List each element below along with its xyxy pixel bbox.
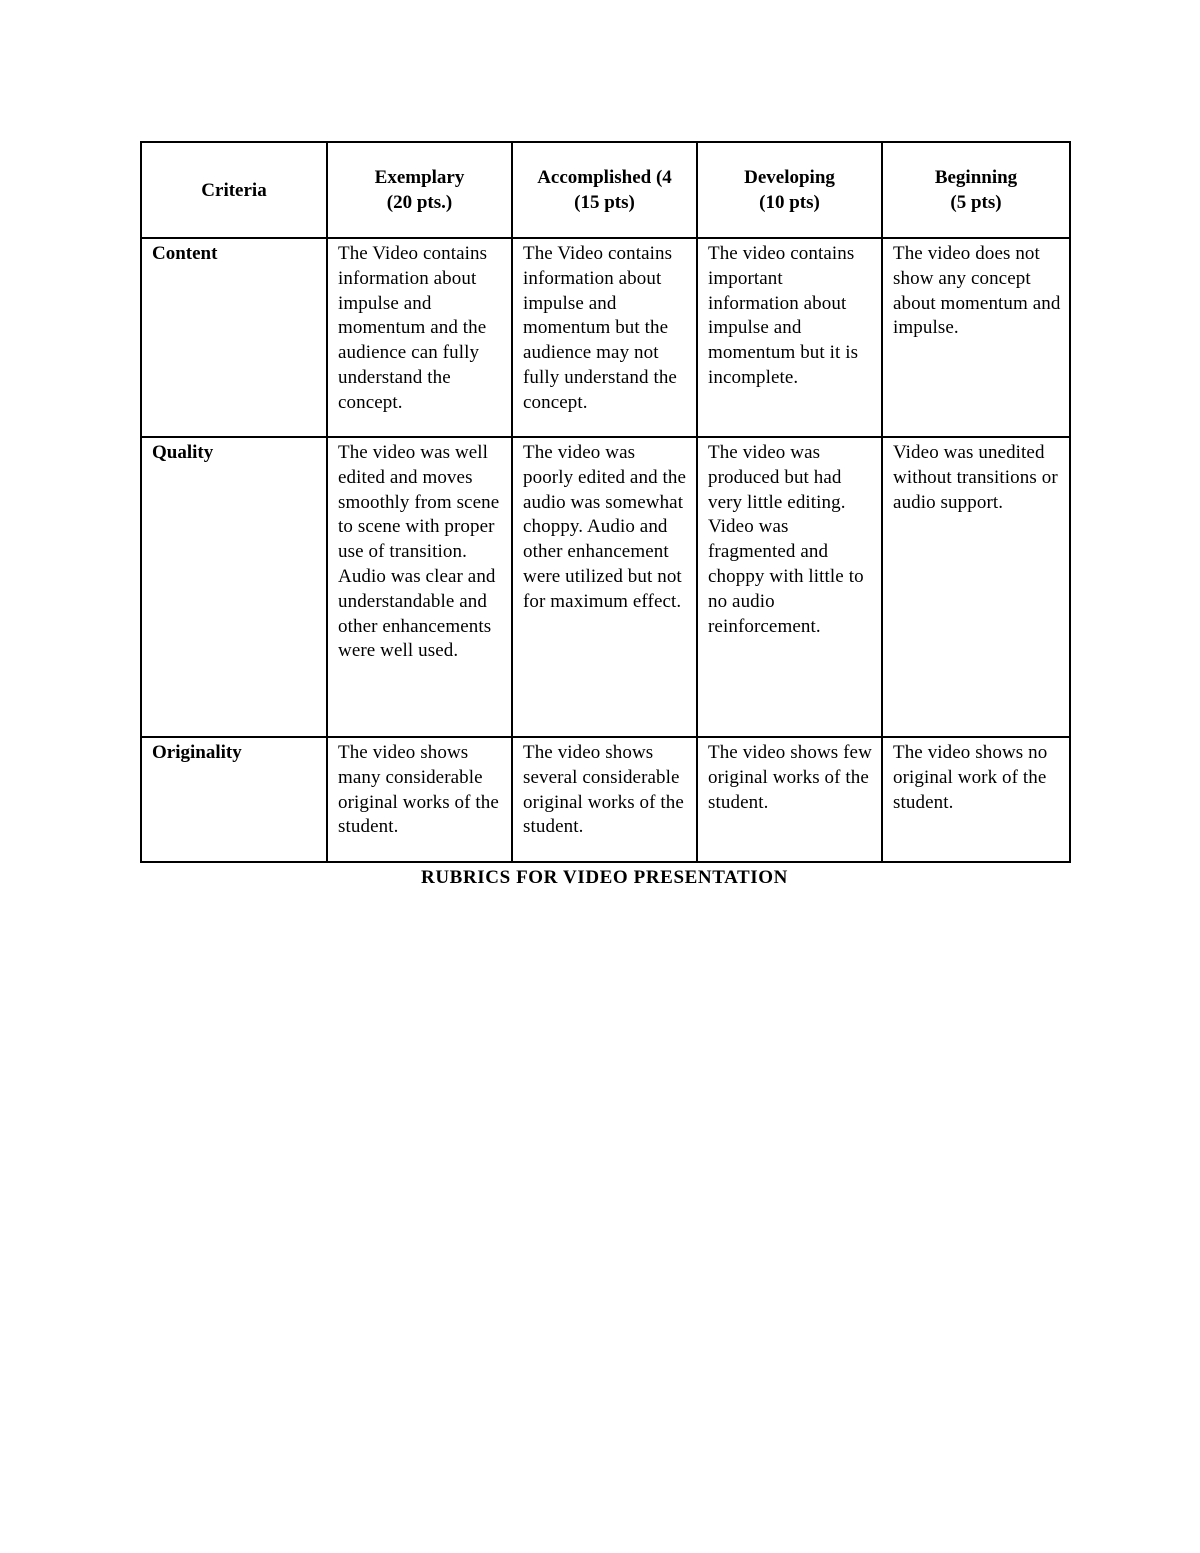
- content-beginning-cell: The video does not show any concept about momentum and impulse.: [882, 238, 1070, 437]
- header-beginning-label: Beginning: [934, 167, 1018, 188]
- originality-exemplary-cell: The video shows many considerable original works of the student.: [327, 737, 512, 862]
- criterion-quality: Quality: [141, 437, 327, 737]
- table-row-content: [141, 238, 1070, 437]
- table-row-quality: [141, 437, 1070, 737]
- header-exemplary-label: Exemplary: [374, 167, 465, 188]
- header-accomplished-label: Accomplished (4: [537, 167, 672, 188]
- header-exemplary-points: (20 pts.): [386, 192, 453, 213]
- quality-exemplary-cell: The video was well edited and moves smoothly from scene to scene with proper use of transition. Audio was clear and understandable and other enhancements were well used.: [327, 437, 512, 737]
- header-developing-points: (10 pts): [759, 192, 820, 213]
- rubric-table: [140, 141, 1071, 863]
- quality-accomplished-cell: The video was poorly edited and the audio was somewhat choppy. Audio and other enhancement were utilized but not for maximum effect.: [512, 437, 697, 737]
- header-accomplished-points: (15 pts): [574, 192, 635, 213]
- header-criteria: Criteria: [141, 142, 327, 238]
- originality-beginning-cell: The video shows no original work of the student.: [882, 737, 1070, 862]
- originality-accomplished-cell: The video shows several considerable original works of the student.: [512, 737, 697, 862]
- table-caption: RUBRICS FOR VIDEO PRESENTATION: [421, 867, 788, 888]
- rubric-table-container: [140, 141, 1069, 863]
- header-accomplished: [512, 142, 697, 238]
- content-accomplished-cell: The Video contains information about impulse and momentum but the audience may not fully understand the concept.: [512, 238, 697, 437]
- header-developing: [697, 142, 882, 238]
- table-row-originality: [141, 737, 1070, 862]
- header-developing-label: Developing: [744, 167, 835, 188]
- content-developing-cell: The video contains important information about impulse and momentum but it is incomplete.: [697, 238, 882, 437]
- criterion-originality: Originality: [141, 737, 327, 862]
- quality-developing-cell: The video was produced but had very little editing. Video was fragmented and choppy with little to no audio reinforcement.: [697, 437, 882, 737]
- content-exemplary-cell: The Video contains information about impulse and momentum and the audience can fully understand the concept.: [327, 238, 512, 437]
- header-beginning-points: (5 pts): [950, 192, 1002, 213]
- quality-beginning-cell: Video was unedited without transitions or audio support.: [882, 437, 1070, 737]
- criterion-content: Content: [141, 238, 327, 437]
- header-exemplary: [327, 142, 512, 238]
- header-beginning: [882, 142, 1070, 238]
- header-row: [141, 142, 1070, 238]
- originality-developing-cell: The video shows few original works of the student.: [697, 737, 882, 862]
